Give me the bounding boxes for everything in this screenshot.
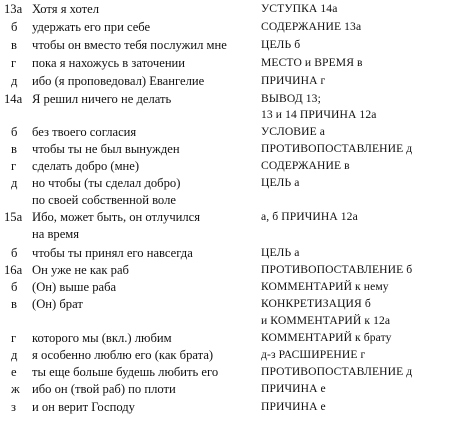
relation-label: ВЫВОД 13; (261, 92, 321, 105)
relation-label: и КОММЕНТАРИЙ к 12а (261, 314, 391, 327)
verse-text: ибо (я проповедовал) Евангелие (32, 74, 205, 88)
outline-row (0, 329, 464, 347)
outline-row (0, 140, 464, 158)
relation-label: СОДЕРЖАНИЕ в (261, 159, 350, 172)
relation-label: ПРИЧИНА е (261, 400, 326, 413)
verse-text: Он уже не как раб (32, 263, 129, 277)
relation-label: ПРОТИВОПОСТАВЛЕНИЕ д (261, 142, 413, 155)
verse-marker: б (11, 280, 18, 294)
relation-label: а, б ПРИЧИНА 12а (261, 210, 358, 223)
verse-marker: 15а (4, 210, 23, 224)
verse-text: (Он) выше раба (32, 280, 117, 294)
relation-label: КОНКРЕТИЗАЦИЯ б (261, 297, 371, 310)
outline-row (0, 380, 464, 398)
verse-marker: 14а (4, 92, 23, 106)
outline-row (0, 244, 464, 262)
verse-marker: г (11, 159, 17, 173)
verse-text: чтобы ты принял его навсегда (32, 246, 193, 260)
outline-row (0, 157, 464, 175)
verse-text: на время (32, 227, 80, 241)
verse-text: по своей собственной воле (32, 193, 176, 207)
relation-label: СОДЕРЖАНИЕ 13а (261, 20, 362, 33)
verse-marker: з (11, 400, 16, 414)
verse-text: чтобы ты не был вынужден (32, 142, 180, 156)
relation-label: д-з РАСШИРЕНИЕ г (261, 348, 366, 361)
verse-text: Хотя я хотел (32, 2, 99, 16)
verse-marker: б (11, 20, 18, 34)
relation-label: УСТУПКА 14а (261, 2, 338, 15)
outline-row (0, 191, 464, 209)
verse-text: которого мы (вкл.) любим (32, 331, 172, 345)
relation-label: КОММЕНТАРИЙ к брату (261, 331, 392, 344)
verse-marker: г (11, 56, 17, 70)
verse-text: Ибо, может быть, он отлучился (32, 210, 201, 224)
outline-row (0, 225, 464, 243)
verse-marker: д (11, 74, 18, 88)
verse-text: но чтобы (ты сделал добро) (32, 176, 181, 190)
verse-marker: б (11, 246, 18, 260)
verse-text: чтобы он вместо тебя послужил мне (32, 38, 227, 52)
relation-label: МЕСТО и ВРЕМЯ в (261, 56, 363, 69)
outline-row (0, 18, 464, 36)
relation-label: КОММЕНТАРИЙ к нему (261, 280, 389, 293)
verse-marker: д (11, 348, 18, 362)
verse-marker: 16а (4, 263, 23, 277)
verse-text: Я решил ничего не делать (32, 92, 172, 106)
relation-label: УСЛОВИЕ а (261, 125, 326, 138)
outline-row (0, 174, 464, 192)
relation-label: ПРОТИВОПОСТАВЛЕНИЕ б (261, 263, 413, 276)
verse-text: удержать его при себе (32, 20, 151, 34)
outline-row (0, 346, 464, 364)
verse-marker: б (11, 125, 18, 139)
verse-text: я особенно люблю его (как брата) (32, 348, 214, 362)
verse-marker: в (11, 297, 17, 311)
relation-label: ПРИЧИНА г (261, 74, 326, 87)
outline-row (0, 363, 464, 381)
verse-text: пока я нахожусь в заточении (32, 56, 186, 70)
outline-row (0, 54, 464, 72)
relation-label: 13 и 14 ПРИЧИНА 12а (261, 108, 377, 121)
relation-label: ПРОТИВОПОСТАВЛЕНИЕ д (261, 365, 413, 378)
relation-label: ПРИЧИНА е (261, 382, 326, 395)
verse-text: сделать добро (мне) (32, 159, 140, 173)
outline-row (0, 208, 464, 226)
verse-text: ты еще больше будешь любить его (32, 365, 219, 379)
verse-marker: 13а (4, 2, 23, 16)
verse-marker: е (11, 365, 17, 379)
verse-text: без твоего согласия (32, 125, 137, 139)
verse-marker: г (11, 331, 17, 345)
verse-marker: д (11, 176, 18, 190)
outline-row (0, 0, 464, 18)
outline-row (0, 312, 464, 330)
verse-marker: ж (11, 382, 20, 396)
relation-label: ЦЕЛЬ а (261, 176, 300, 189)
outline-row (0, 106, 464, 124)
outline-row (0, 72, 464, 90)
outline-row (0, 123, 464, 141)
verse-text: и он верит Господу (32, 400, 135, 414)
verse-text: (Он) брат (32, 297, 83, 311)
outline-row (0, 278, 464, 296)
verse-text: ибо он (твой раб) по плоти (32, 382, 176, 396)
outline-row (0, 261, 464, 279)
verse-marker: в (11, 142, 17, 156)
outline-row (0, 295, 464, 313)
relation-label: ЦЕЛЬ б (261, 38, 301, 51)
verse-marker: в (11, 38, 17, 52)
relation-label: ЦЕЛЬ а (261, 246, 300, 259)
outline-row (0, 36, 464, 54)
outline-row (0, 398, 464, 416)
